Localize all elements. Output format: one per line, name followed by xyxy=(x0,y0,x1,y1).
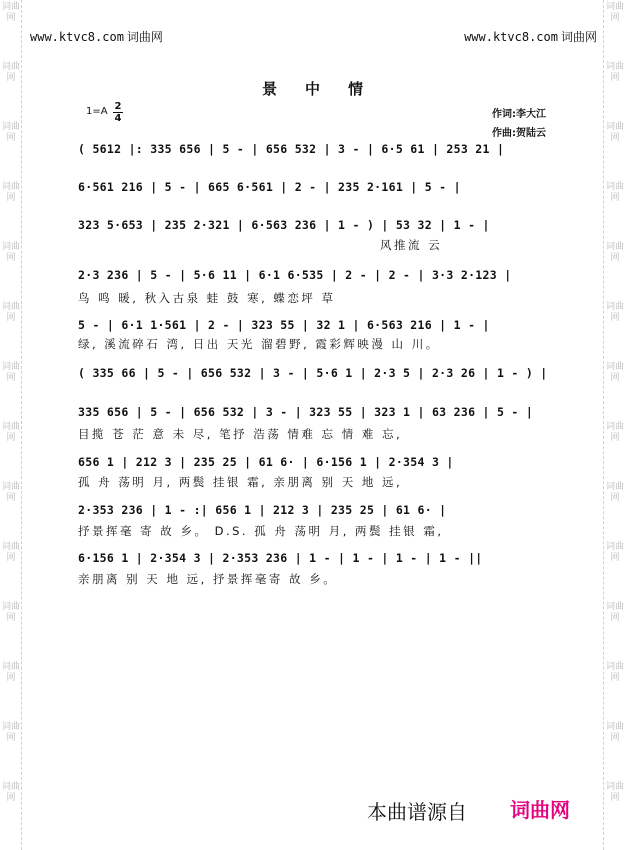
notation-line: ( 5612 |: 335 656 | 5 - | 656 532 | 3 - | 6·5 61 | 253 21 | xyxy=(78,142,505,156)
header-url: www.ktvc8.com xyxy=(464,30,558,44)
composer-credit: 作曲:贺陆云 xyxy=(492,128,546,139)
watermark-tile: 词曲网 xyxy=(606,2,625,23)
lyric-line: 风推流 云 xyxy=(380,238,443,252)
watermark-tile: 词曲网 xyxy=(606,302,625,323)
time-numerator: 2 xyxy=(114,101,122,112)
header-site-name: 词曲网 xyxy=(560,30,597,44)
notation-line: ( 335 66 | 5 - | 656 532 | 3 - | 5·6 1 | 2·3 5 | 2·3 26 | 1 - ) | xyxy=(78,366,548,380)
watermark-tile: 词曲网 xyxy=(2,782,21,803)
lyric-line: 鸟 鸣 暖, 秋入古泉 蛙 鼓 寒, 蝶恋坪 草 xyxy=(78,291,336,305)
watermark-tile: 词曲网 xyxy=(606,482,625,503)
lyric-line: 孤 舟 荡明 月, 两鬓 挂银 霜, 亲朋离 别 天 地 远, xyxy=(78,475,403,489)
lyric-line: 亲朋离 别 天 地 远, 抒景挥毫寄 故 乡。 xyxy=(78,572,338,586)
watermark-tile: 词曲网 xyxy=(2,302,21,323)
watermark-tile: 词曲网 xyxy=(606,662,625,683)
watermark-column-left xyxy=(0,0,22,850)
watermark-tile: 词曲网 xyxy=(2,122,21,143)
notation-line: 5 - | 6·1 1·561 | 2 - | 323 55 | 32 1 | 6·563 216 | 1 - | xyxy=(78,318,490,332)
watermark-tile: 词曲网 xyxy=(606,182,625,203)
watermark-tile: 词曲网 xyxy=(2,182,21,203)
watermark-tile: 词曲网 xyxy=(606,782,625,803)
notation-line: 323 5·653 | 235 2·321 | 6·563 236 | 1 - ) | 53 32 | 1 - | xyxy=(78,218,490,232)
notation-line: 2·353 236 | 1 - :| 656 1 | 212 3 | 235 25 | 61 6· | xyxy=(78,503,447,517)
footer-brand-link[interactable]: 词曲网 xyxy=(510,798,570,822)
watermark-tile: 词曲网 xyxy=(2,602,21,623)
watermark-tile: 词曲网 xyxy=(2,242,21,263)
watermark-tile: 词曲网 xyxy=(2,2,21,23)
watermark-tile: 词曲网 xyxy=(2,362,21,383)
notation-line: 2·3 236 | 5 - | 5·6 11 | 6·1 6·535 | 2 - | 2 - | 3·3 2·123 | xyxy=(78,268,512,282)
header-url: www.ktvc8.com xyxy=(30,30,124,44)
notation-line: 335 656 | 5 - | 656 532 | 3 - | 323 55 | 323 1 | 63 236 | 5 - | xyxy=(78,405,534,419)
lyric-line: 抒景挥毫 寄 故 乡。 D.S. 孤 舟 荡明 月, 两鬓 挂银 霜, xyxy=(78,524,444,538)
watermark-tile: 词曲网 xyxy=(606,542,625,563)
notation-line: 656 1 | 212 3 | 235 25 | 61 6· | 6·156 1 | 2·354 3 | xyxy=(78,455,454,469)
header-site-name: 词曲网 xyxy=(126,30,163,44)
time-signature xyxy=(113,101,123,124)
notation-line: 6·156 1 | 2·354 3 | 2·353 236 | 1 - | 1 - | 1 - | 1 - || xyxy=(78,551,483,565)
key-signature: 1=A xyxy=(86,106,108,117)
time-denominator: 4 xyxy=(114,113,122,124)
song-title: 景中情 xyxy=(261,80,391,98)
watermark-tile: 词曲网 xyxy=(2,722,21,743)
watermark-tile: 词曲网 xyxy=(2,482,21,503)
notation-line: 6·561 216 | 5 - | 665 6·561 | 2 - | 235 2·161 | 5 - | xyxy=(78,180,461,194)
watermark-tile: 词曲网 xyxy=(606,242,625,263)
lyric-line: 目揽 苍 茫 意 未 尽, 笔抒 浩荡 情难 忘 情 难 忘, xyxy=(78,427,403,441)
watermark-tile: 词曲网 xyxy=(606,422,625,443)
header-site-link-right[interactable] xyxy=(464,28,597,45)
footer-source-label: 本曲谱源自 xyxy=(367,800,467,824)
watermark-tile: 词曲网 xyxy=(606,722,625,743)
watermark-column-right xyxy=(603,0,625,850)
lyricist-credit: 作词:李大江 xyxy=(492,109,546,120)
watermark-tile: 词曲网 xyxy=(606,362,625,383)
watermark-tile: 词曲网 xyxy=(2,422,21,443)
watermark-tile: 词曲网 xyxy=(606,122,625,143)
watermark-tile: 词曲网 xyxy=(2,662,21,683)
lyric-line: 绿, 溪流碎石 湾, 日出 天光 溜碧野, 霞彩辉映漫 山 川。 xyxy=(78,337,440,351)
watermark-tile: 词曲网 xyxy=(606,602,625,623)
watermark-tile: 词曲网 xyxy=(606,62,625,83)
header-site-link-left[interactable] xyxy=(30,28,163,45)
watermark-tile: 词曲网 xyxy=(2,62,21,83)
watermark-tile: 词曲网 xyxy=(2,542,21,563)
